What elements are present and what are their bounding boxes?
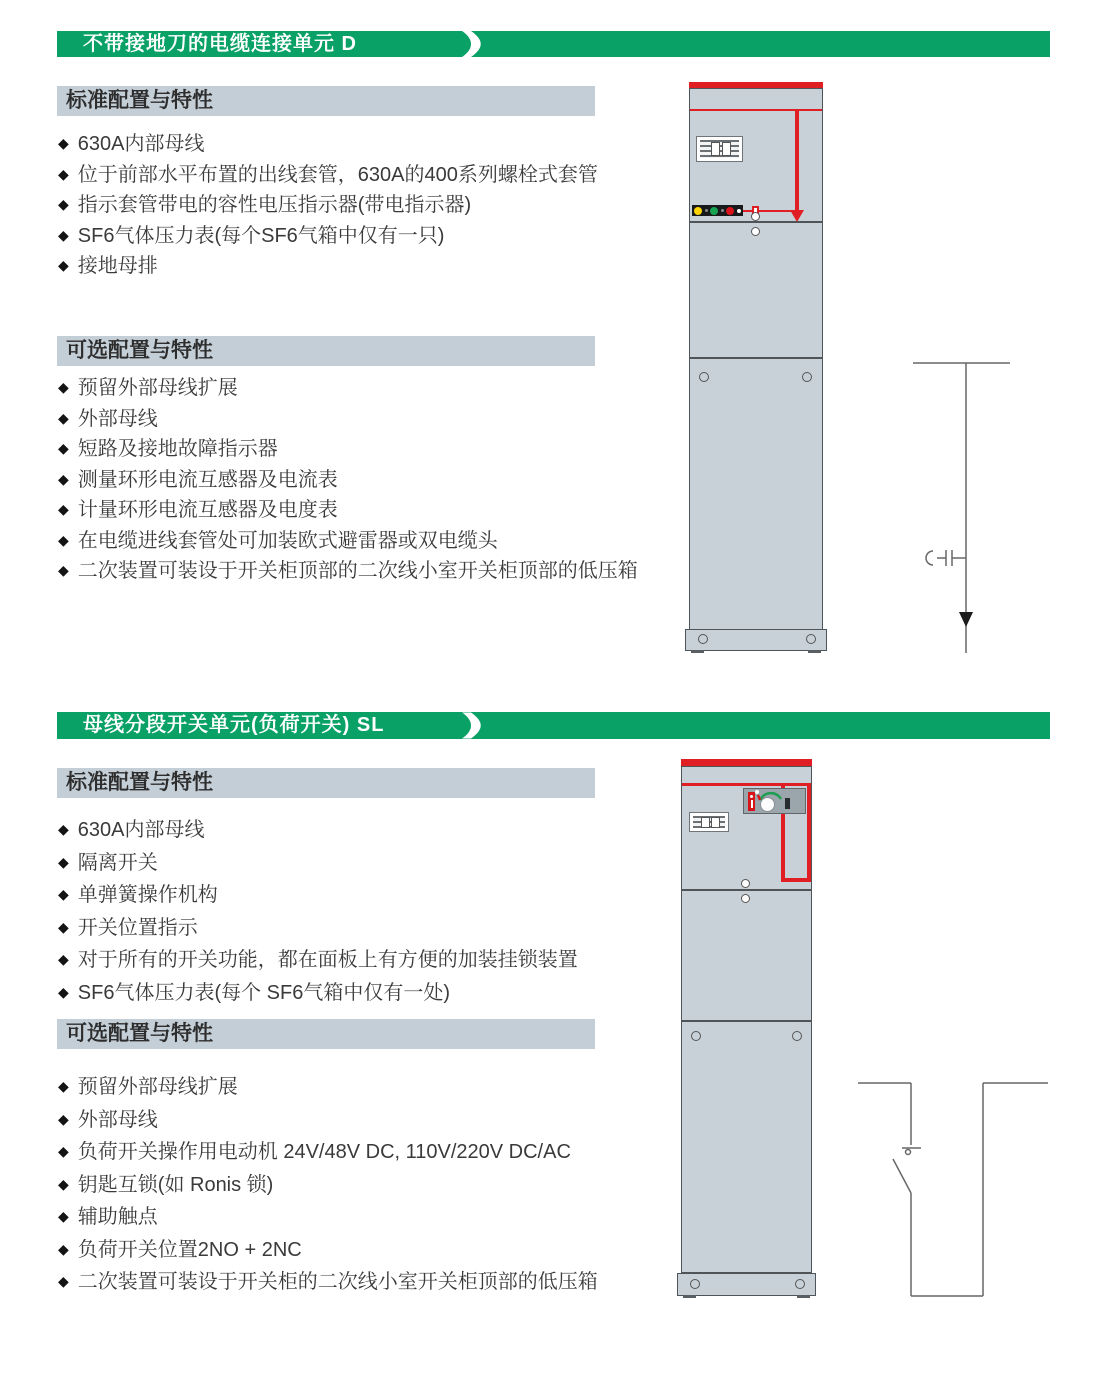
nameplate-window	[711, 142, 720, 156]
list-item	[58, 912, 578, 945]
diamond-bullet-icon: ◆	[58, 135, 69, 151]
diamond-bullet-icon: ◆	[58, 409, 69, 426]
feature-text: 预留外部母线扩展	[77, 1076, 238, 1098]
diamond-bullet-icon: ◆	[58, 379, 69, 395]
cabinet-section-divider	[681, 1020, 812, 1022]
standard-features-list-d	[58, 129, 598, 282]
cabinet-front-view-sl	[681, 759, 812, 1301]
list-item	[58, 944, 578, 977]
nameplate-window	[722, 142, 731, 156]
voltage-indicator-symbol	[926, 551, 933, 565]
diamond-bullet-icon: ◆	[58, 226, 69, 243]
list-item	[58, 495, 638, 526]
nameplate	[689, 812, 729, 832]
padlock-slot	[785, 798, 790, 809]
diamond-bullet-icon: ◆	[58, 440, 69, 456]
panel-screw	[691, 1031, 701, 1041]
list-item	[58, 1234, 598, 1267]
feature-text: 钥匙互锁(如 Ronis 锁)	[77, 1173, 274, 1196]
cable-direction-arrow-icon	[959, 612, 973, 627]
list-item	[58, 251, 598, 282]
cabinet-base	[677, 1273, 816, 1296]
feature-text: 630A内部母线	[77, 819, 205, 841]
list-item	[58, 556, 638, 587]
feature-text: 单弹簧操作机构	[77, 884, 218, 906]
panel-screw	[802, 372, 812, 382]
diamond-bullet-icon: ◆	[58, 853, 69, 870]
cabinet-foot	[691, 650, 704, 653]
panel-screw	[751, 212, 760, 221]
feature-text: 对于所有的开关功能，都在面板上有方便的加装挂锁装置	[77, 949, 578, 971]
nameplate-window	[701, 817, 710, 828]
list-item	[58, 1266, 598, 1299]
banner-unit-sl	[57, 712, 1050, 739]
indicator-dot-white	[750, 795, 753, 798]
feature-text: 指示套管带电的容性电压指示器(带电指示器)	[77, 194, 472, 216]
diamond-bullet-icon: ◆	[58, 918, 69, 935]
heading-standard-config-sl: 标准配置与特性	[57, 768, 595, 798]
cabinet-base	[685, 629, 827, 651]
feature-text: 接地母排	[77, 255, 158, 277]
base-screw	[690, 1279, 700, 1289]
feature-text: SF6气体压力表(每个SF6气箱中仅有一只)	[77, 224, 445, 247]
indicator-lamp-red	[726, 207, 734, 215]
busbar-line-vertical-right	[807, 783, 811, 882]
heading-optional-config-sl: 可选配置与特性	[57, 1019, 595, 1049]
indicator-mark	[751, 800, 753, 808]
list-item	[58, 1071, 598, 1104]
cabinet-foot	[683, 1295, 696, 1298]
base-screw	[698, 634, 708, 644]
base-screw	[806, 634, 816, 644]
diamond-bullet-icon: ◆	[58, 501, 69, 517]
base-screw	[795, 1279, 805, 1289]
busbar-line-horizontal	[682, 783, 811, 786]
contact-pivot	[906, 1150, 911, 1155]
list-item	[58, 1201, 598, 1234]
feature-text: 二次装置可装设于开关柜顶部的二次线小室开关柜顶部的低压箱	[77, 560, 638, 582]
diamond-bullet-icon: ◆	[58, 562, 69, 578]
panel-screw	[741, 879, 750, 888]
feature-text: 外部母线	[77, 407, 158, 430]
banner-unit-d	[57, 31, 1050, 57]
diamond-bullet-icon: ◆	[58, 531, 69, 548]
diamond-bullet-icon: ◆	[58, 951, 69, 967]
feature-text: 630A内部母线	[77, 133, 205, 155]
list-item	[58, 1104, 598, 1137]
disconnector-blade	[893, 1159, 911, 1193]
feature-text: 测量环形电流互感器及电流表	[77, 468, 338, 491]
feature-text: 外部母线	[77, 1108, 158, 1131]
diamond-bullet-icon: ◆	[58, 165, 69, 182]
feature-text: 隔离开关	[77, 851, 158, 874]
cabinet-foot	[808, 650, 821, 653]
indicator-dot-white	[737, 209, 741, 213]
list-item	[58, 814, 578, 847]
list-item	[58, 129, 598, 160]
list-item	[58, 160, 598, 191]
diamond-bullet-icon: ◆	[58, 196, 69, 212]
diamond-bullet-icon: ◆	[58, 257, 69, 273]
banner-title: 不带接地刀的电缆连接单元 D	[83, 33, 357, 55]
list-item	[58, 373, 638, 404]
cabinet-body	[689, 88, 823, 630]
feature-text: 负荷开关位置2NO + 2NC	[77, 1238, 302, 1261]
feature-text: 辅助触点	[77, 1206, 158, 1228]
indicator-lamp-yellow	[694, 207, 702, 215]
list-item	[58, 190, 598, 221]
diamond-bullet-icon: ◆	[58, 1078, 69, 1094]
list-item	[58, 977, 578, 1010]
diamond-bullet-icon: ◆	[58, 886, 69, 902]
list-item	[58, 221, 598, 252]
diamond-bullet-icon: ◆	[58, 1175, 69, 1192]
single-line-diagram-d	[880, 350, 1060, 660]
operating-shaft-knob	[760, 797, 775, 812]
cabinet-section-divider	[689, 357, 823, 359]
list-item	[58, 1136, 598, 1169]
panel-screw	[751, 227, 760, 236]
list-item	[58, 879, 578, 912]
feature-text: 负荷开关操作用电动机 24V/48V DC, 110V/220V DC/AC	[77, 1141, 571, 1163]
nameplate	[696, 136, 743, 162]
optional-features-list-sl	[58, 1071, 598, 1299]
diamond-bullet-icon: ◆	[58, 1208, 69, 1224]
cabinet-section-divider	[681, 889, 812, 891]
feature-text: 在电缆进线套管处可加装欧式避雷器或双电缆头	[77, 529, 498, 552]
cabinet-foot	[797, 1295, 810, 1298]
feature-text: 位于前部水平布置的出线套管，630A的400系列螺栓式套管	[77, 163, 598, 186]
single-line-diagram-sl	[850, 1072, 1060, 1307]
standard-features-list-sl	[58, 814, 578, 1009]
feature-text: 计量环形电流互感器及电度表	[77, 499, 338, 521]
busbar-line-horizontal	[690, 109, 822, 111]
feature-text: SF6气体压力表(每个 SF6气箱中仅有一处)	[77, 981, 451, 1004]
diamond-bullet-icon: ◆	[58, 1273, 69, 1289]
feature-text: 开关位置指示	[77, 916, 198, 939]
list-item	[58, 1169, 598, 1202]
banner-notch-icon	[459, 31, 485, 57]
optional-features-list-d	[58, 373, 638, 587]
list-item	[58, 526, 638, 557]
banner-title: 母线分段开关单元(负荷开关) SL	[83, 714, 385, 736]
feature-text: 二次装置可装设于开关柜的二次线小室开关柜顶部的低压箱	[77, 1271, 598, 1293]
indicator-dot	[721, 209, 724, 212]
heading-optional-config-d: 可选配置与特性	[57, 336, 595, 366]
nameplate-window	[711, 817, 720, 828]
list-item	[58, 404, 638, 435]
diamond-bullet-icon: ◆	[58, 821, 69, 837]
cabinet-red-top-bar	[681, 759, 812, 766]
diamond-bullet-icon: ◆	[58, 1240, 69, 1257]
heading-standard-config-d: 标准配置与特性	[57, 86, 595, 116]
diamond-bullet-icon: ◆	[58, 470, 69, 487]
indicator-dot	[705, 209, 708, 212]
panel-screw	[699, 372, 709, 382]
diamond-bullet-icon: ◆	[58, 1110, 69, 1127]
voltage-indicator-strip	[692, 205, 743, 216]
switch-position-indicator	[748, 792, 755, 811]
list-item	[58, 847, 578, 880]
banner-notch-icon	[459, 712, 485, 739]
list-item	[58, 465, 638, 496]
list-item	[58, 434, 638, 465]
switch-operating-panel	[743, 788, 806, 814]
feature-text: 短路及接地故障指示器	[77, 438, 278, 460]
panel-screw	[741, 894, 750, 903]
indicator-connection-line	[743, 210, 795, 212]
cabinet-front-view-d	[689, 82, 823, 657]
diamond-bullet-icon: ◆	[58, 1143, 69, 1159]
feature-text: 预留外部母线扩展	[77, 377, 238, 399]
indicator-lamp-green	[710, 207, 718, 215]
panel-screw	[792, 1031, 802, 1041]
busbar-line-vertical	[795, 109, 799, 210]
diamond-bullet-icon: ◆	[58, 983, 69, 1000]
